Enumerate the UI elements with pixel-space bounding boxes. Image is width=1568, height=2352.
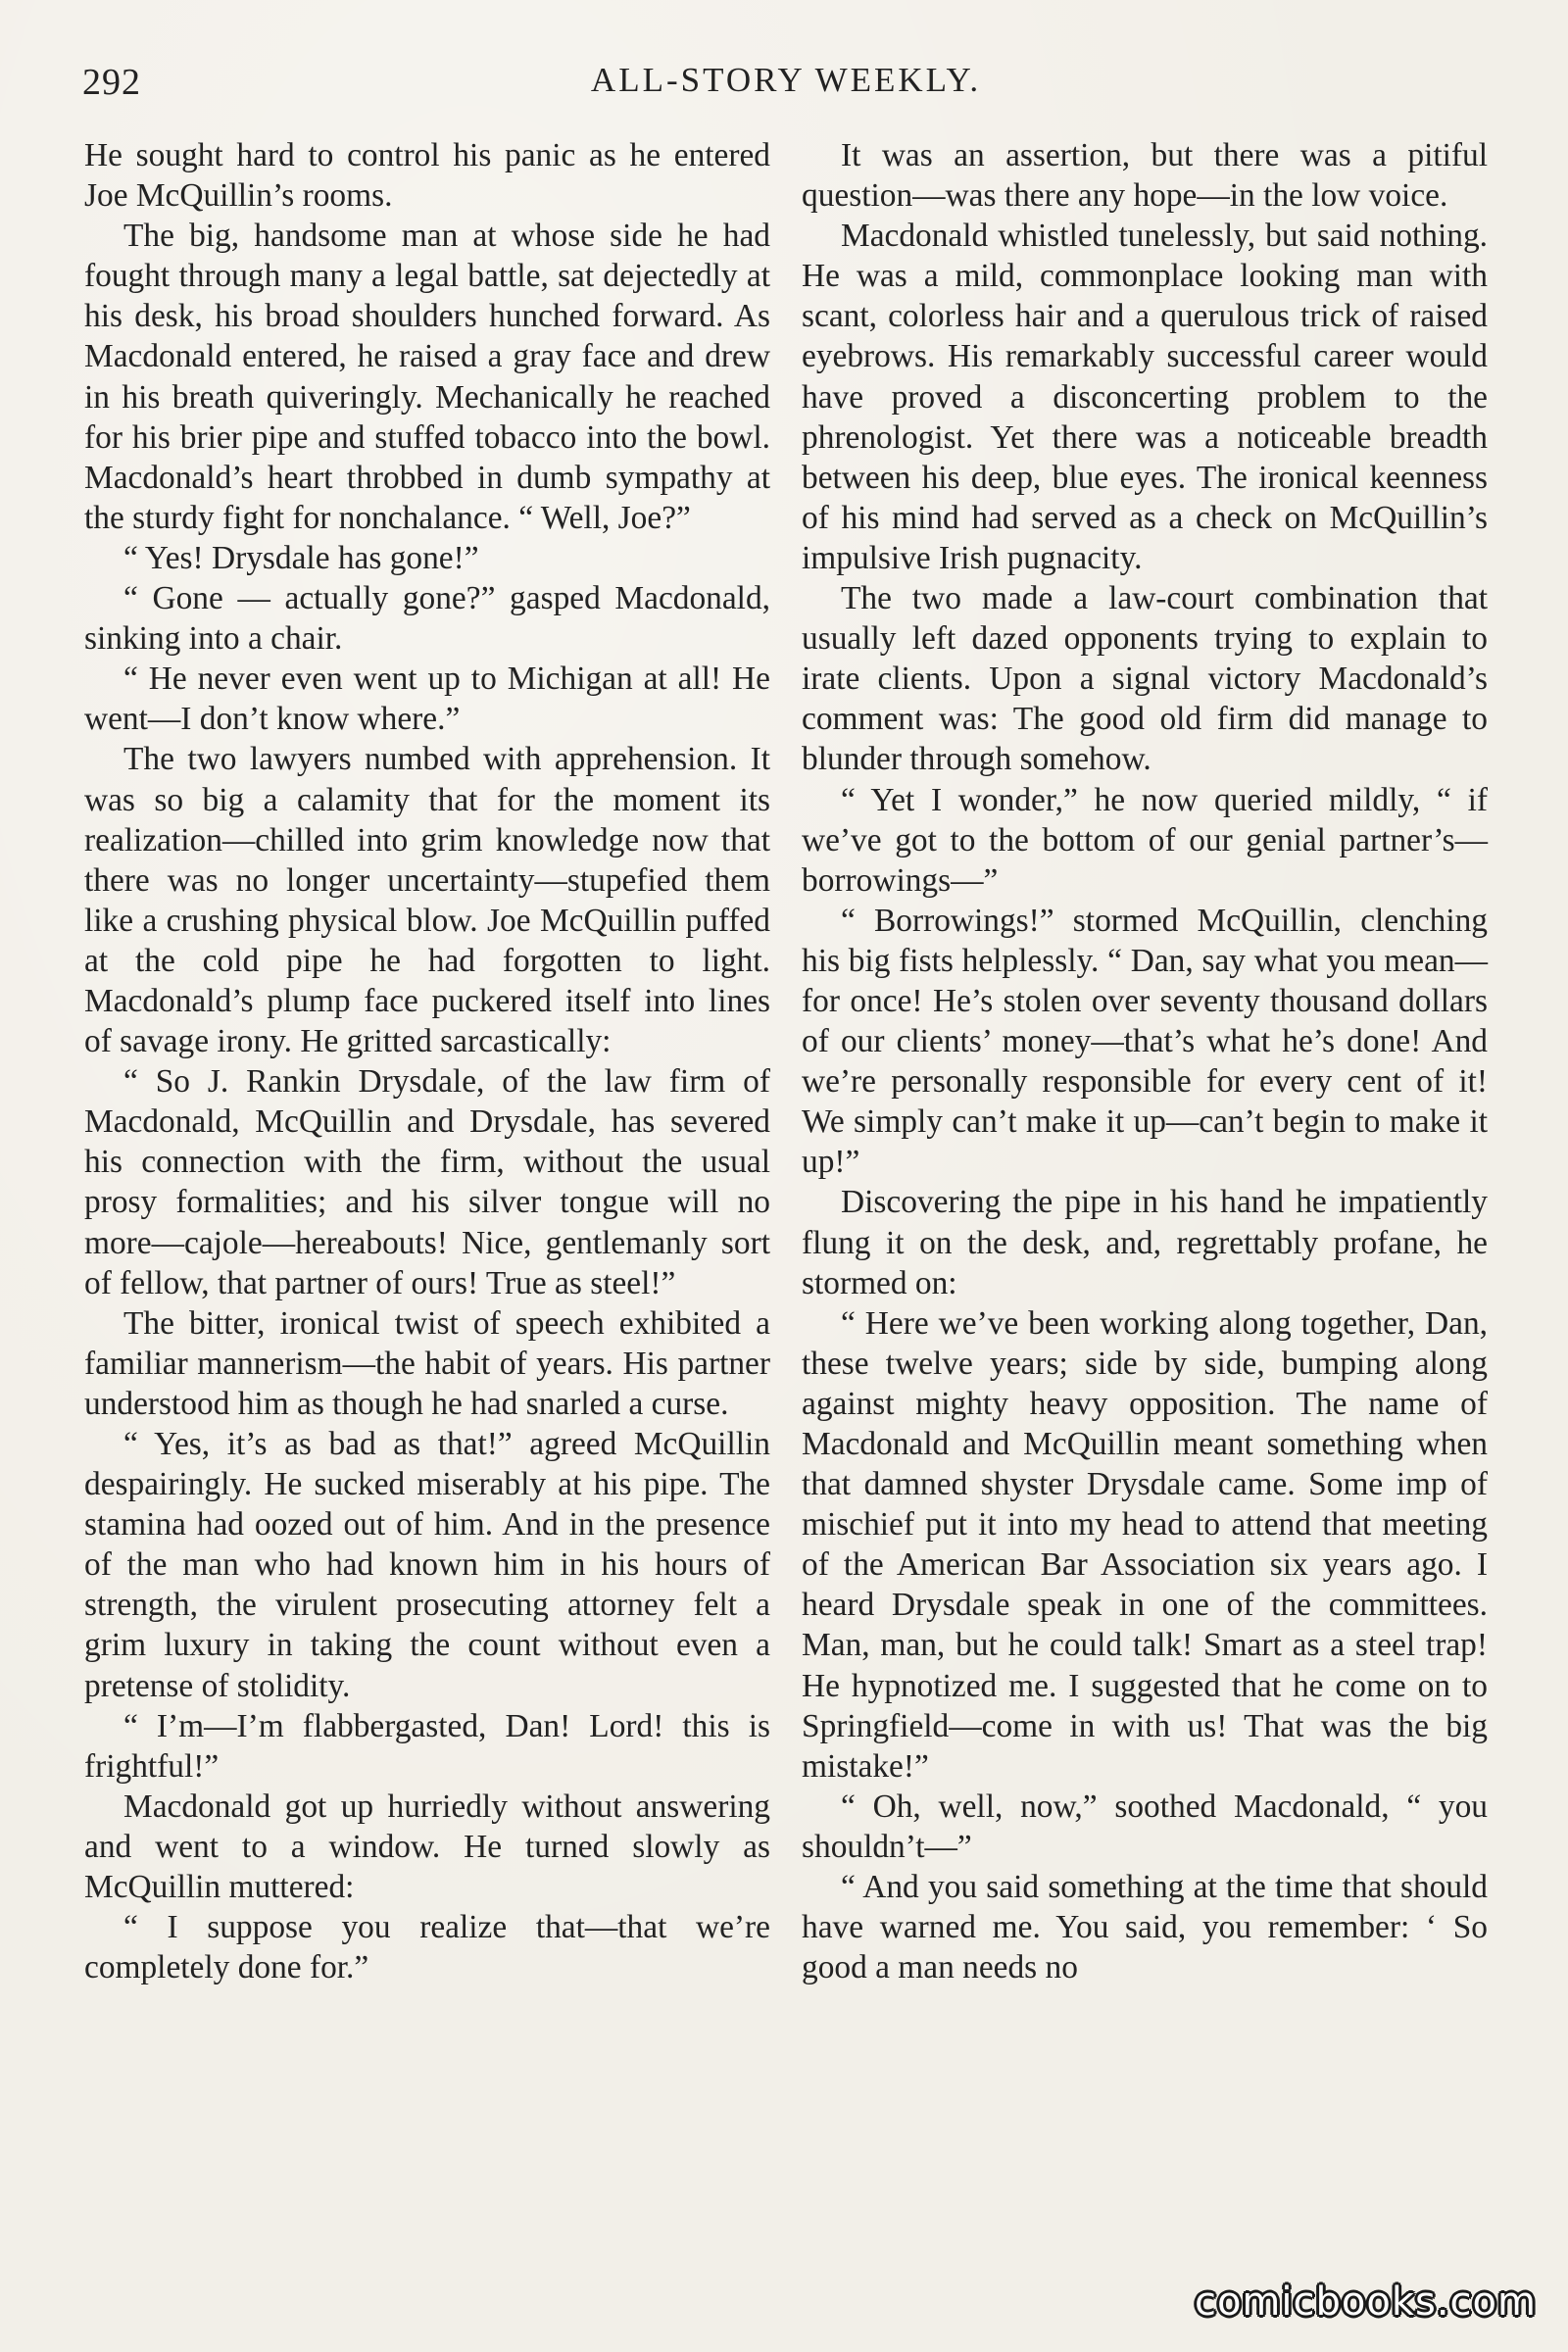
- left-column: [84, 135, 770, 1987]
- paragraph: “ Here we’ve been working along together, Dan, these twelve years; side by side, bumping along against mighty heavy opposition. The name of Macdonald and McQuillin meant something when that damned shyster Drysdale came. Some imp of mischief put it into my head to attend that meeting of the American Bar Association six years ago. I heard Drysdale speak in one of the committees. Man, man, but he could talk! Smart as a steel trap! He hypnotized me. I suggested that he come on to Springfield—come in with us! That was the big mistake!”: [802, 1304, 1488, 1785]
- paragraph: The bitter, ironical twist of speech exhibited a familiar mannerism—the habit of years. His partner understood him as though he had snarled a curse.: [84, 1304, 770, 1422]
- paragraph: “ Yes! Drysdale has gone!”: [123, 539, 479, 576]
- right-column: [802, 135, 1488, 1987]
- paragraph: “ Borrowings!” stormed McQuillin, clenching his big fists helplessly. “ Dan, say what you mean—for once! He’s stolen over seventy thousand dollars of our clients’ money—that’s what he’s done! And we’re personally responsible for every cent of it! We simply can’t make it up—can’t begin to make it up!”: [802, 902, 1488, 1181]
- paragraph: “ And you said something at the time that should have warned me. You said, you remember: ‘ So good a man needs no: [802, 1869, 1488, 1986]
- paragraph: He sought hard to control his panic as he entered Joe McQuillin’s rooms.: [84, 137, 770, 215]
- paragraph: “ I’m—I’m flabbergasted, Dan! Lord! this is frightful!”: [84, 1707, 770, 1785]
- page-header: [82, 61, 1490, 120]
- paragraph: Discovering the pipe in his hand he impatiently flung it on the desk, and, regrettably profane, he stormed on:: [802, 1184, 1488, 1301]
- paragraph: “ So J. Rankin Drysdale, of the law firm of Macdonald, McQuillin and Drysdale, has severed his connection with the firm, without the usual prosy formalities; and his silver tongue will no more—cajole—hereabouts! Nice, gentlemanly sort of fellow, that partner of ours! True as steel!”: [84, 1063, 770, 1301]
- paragraph: Macdonald got up hurriedly without answering and went to a window. He turned slowly as McQuillin muttered:: [84, 1788, 770, 1906]
- paragraph: The big, handsome man at whose side he had fought through many a legal battle, sat dejectedly at his desk, his broad shoulders hunched forward. As Macdonald entered, he raised a gray face and drew in his breath quiveringly. Mechanically he reached for his brier pipe and stuffed tobacco into the bowl. Macdonald’s heart throbbed in dumb sympathy at the sturdy fight for nonchalance. “ Well, Joe?”: [84, 218, 770, 536]
- paragraph: “ Oh, well, now,” soothed Macdonald, “ you shouldn’t—”: [802, 1788, 1488, 1865]
- paragraph: “ I suppose you realize that—that we’re completely done for.”: [84, 1909, 770, 1986]
- paragraph: “ Yes, it’s as bad as that!” agreed McQuillin despairingly. He sucked miserably at his pipe. The stamina had oozed out of him. And in the presence of the man who had known him in his hours of strength, the virulent prosecuting attorney felt a grim luxury in taking the count without even a pretense of stolidity.: [84, 1426, 770, 1704]
- paragraph: “ He never even went up to Michigan at all! He went—I don’t know where.”: [84, 661, 770, 738]
- running-title: ALL-STORY WEEKLY.: [590, 61, 982, 99]
- paragraph: The two made a law-court combination that usually left dazed opponents trying to explain to irate clients. Upon a signal victory Macdonald’s comment was: The good old firm did manage to blunder through somehow.: [802, 580, 1488, 778]
- watermark: comicbooks.com: [1194, 2279, 1537, 2325]
- paragraph: “ Yet I wonder,” he now queried mildly, “ if we’ve got to the bottom of our genial partner’s—borrowings—”: [802, 781, 1488, 899]
- paragraph: It was an assertion, but there was a pitiful question—was there any hope—in the low voice.: [802, 137, 1488, 215]
- paragraph: The two lawyers numbed with apprehension. It was so big a calamity that for the moment its realization—chilled into grim knowledge now that there was no longer uncertainty—stupefied them like a crushing physical blow. Joe McQuillin puffed at the cold pipe he had forgotten to light. Macdonald’s plump face puckered itself into lines of savage irony. He gritted sarcastically:: [84, 741, 770, 1060]
- paragraph: “ Gone — actually gone?” gasped Macdonald, sinking into a chair.: [84, 580, 770, 658]
- paragraph: Macdonald whistled tunelessly, but said nothing. He was a mild, commonplace looking man with scant, colorless hair and a querulous trick of raised eyebrows. His remarkably successful career would have proved a disconcerting problem to the phrenologist. Yet there was a noticeable breadth between his deep, blue eyes. The ironical keenness of his mind had served as a check on McQuillin’s impulsive Irish pugnacity.: [802, 218, 1488, 576]
- page-number: 292: [82, 62, 141, 103]
